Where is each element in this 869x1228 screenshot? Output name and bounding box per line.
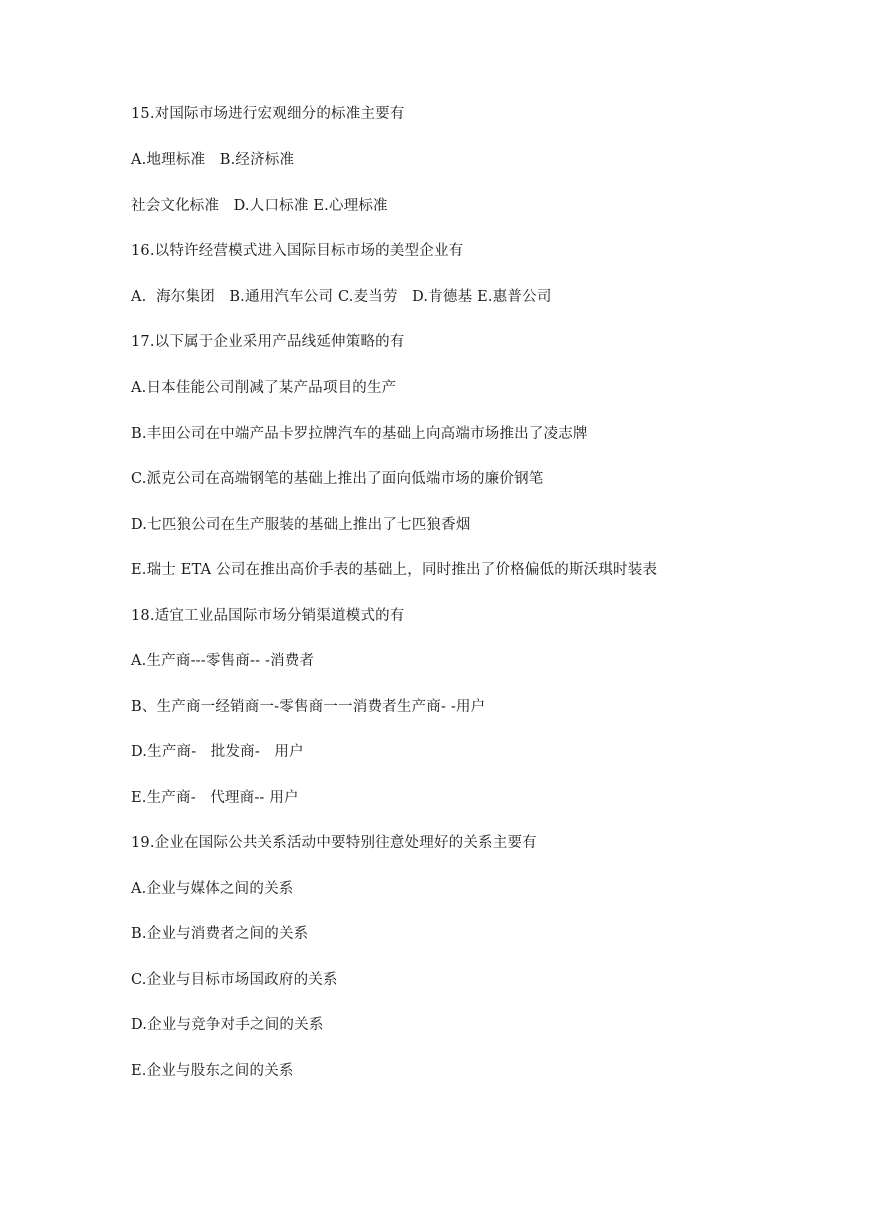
- question-19-stem: 19.企业在国际公共关系活动中要特别往意处理好的关系主要有: [131, 835, 537, 851]
- question-17-option-c: C.派克公司在高端钢笔的基础上推出了面向低端市场的廉价钢笔: [131, 471, 544, 487]
- question-17-stem: 17.以下属于企业采用产品线延伸策略的有: [131, 334, 405, 350]
- question-17-option-b: B.丰田公司在中端产品卡罗拉牌汽车的基础上向高端市场推出了凌志牌: [131, 426, 588, 442]
- question-15-stem: 15.对国际市场进行宏观细分的标准主要有: [131, 106, 405, 122]
- question-18-option-d: D.生产商- 批发商- 用户: [131, 744, 304, 760]
- question-19-option-a: A.企业与媒体之间的关系: [131, 881, 294, 897]
- question-17-option-d: D.七匹狼公司在生产服装的基础上推出了七匹狼香烟: [131, 517, 471, 533]
- question-19-option-b: B.企业与消费者之间的关系: [131, 926, 309, 942]
- question-19-option-e: E.企业与股东之间的关系: [131, 1063, 294, 1079]
- question-19-option-d: D.企业与竞争对手之间的关系: [131, 1017, 324, 1033]
- question-18-stem: 18.适宜工业品国际市场分销渠道模式的有: [131, 608, 405, 624]
- question-16-options: A. 海尔集团 B.通用汽车公司 C.麦当劳 D.肯德基 E.惠普公司: [131, 289, 552, 305]
- question-17-option-a: A.日本佳能公司削减了某产品项目的生产: [131, 380, 397, 396]
- question-18-option-a: A.生产商---零售商-- -消费者: [131, 653, 315, 669]
- question-15-options-cde: 社会文化标准 D.人口标准 E.心理标准: [131, 198, 388, 214]
- question-18-option-bc: B、生产商一经销商一-零售商一一消费者生产商- -用户: [131, 699, 486, 715]
- question-17-option-e: E.瑞士 ETA 公司在推出高价手表的基础上，同时推出了价格偏低的斯沃琪时装表: [131, 562, 658, 578]
- question-18-option-e: E.生产商- 代理商-- 用户: [131, 790, 299, 806]
- question-15-options-ab: A.地理标准 B.经济标准: [131, 152, 295, 168]
- question-19-option-c: C.企业与目标市场国政府的关系: [131, 972, 338, 988]
- question-16-stem: 16.以特许经营模式进入国际目标市场的美型企业有: [131, 243, 464, 259]
